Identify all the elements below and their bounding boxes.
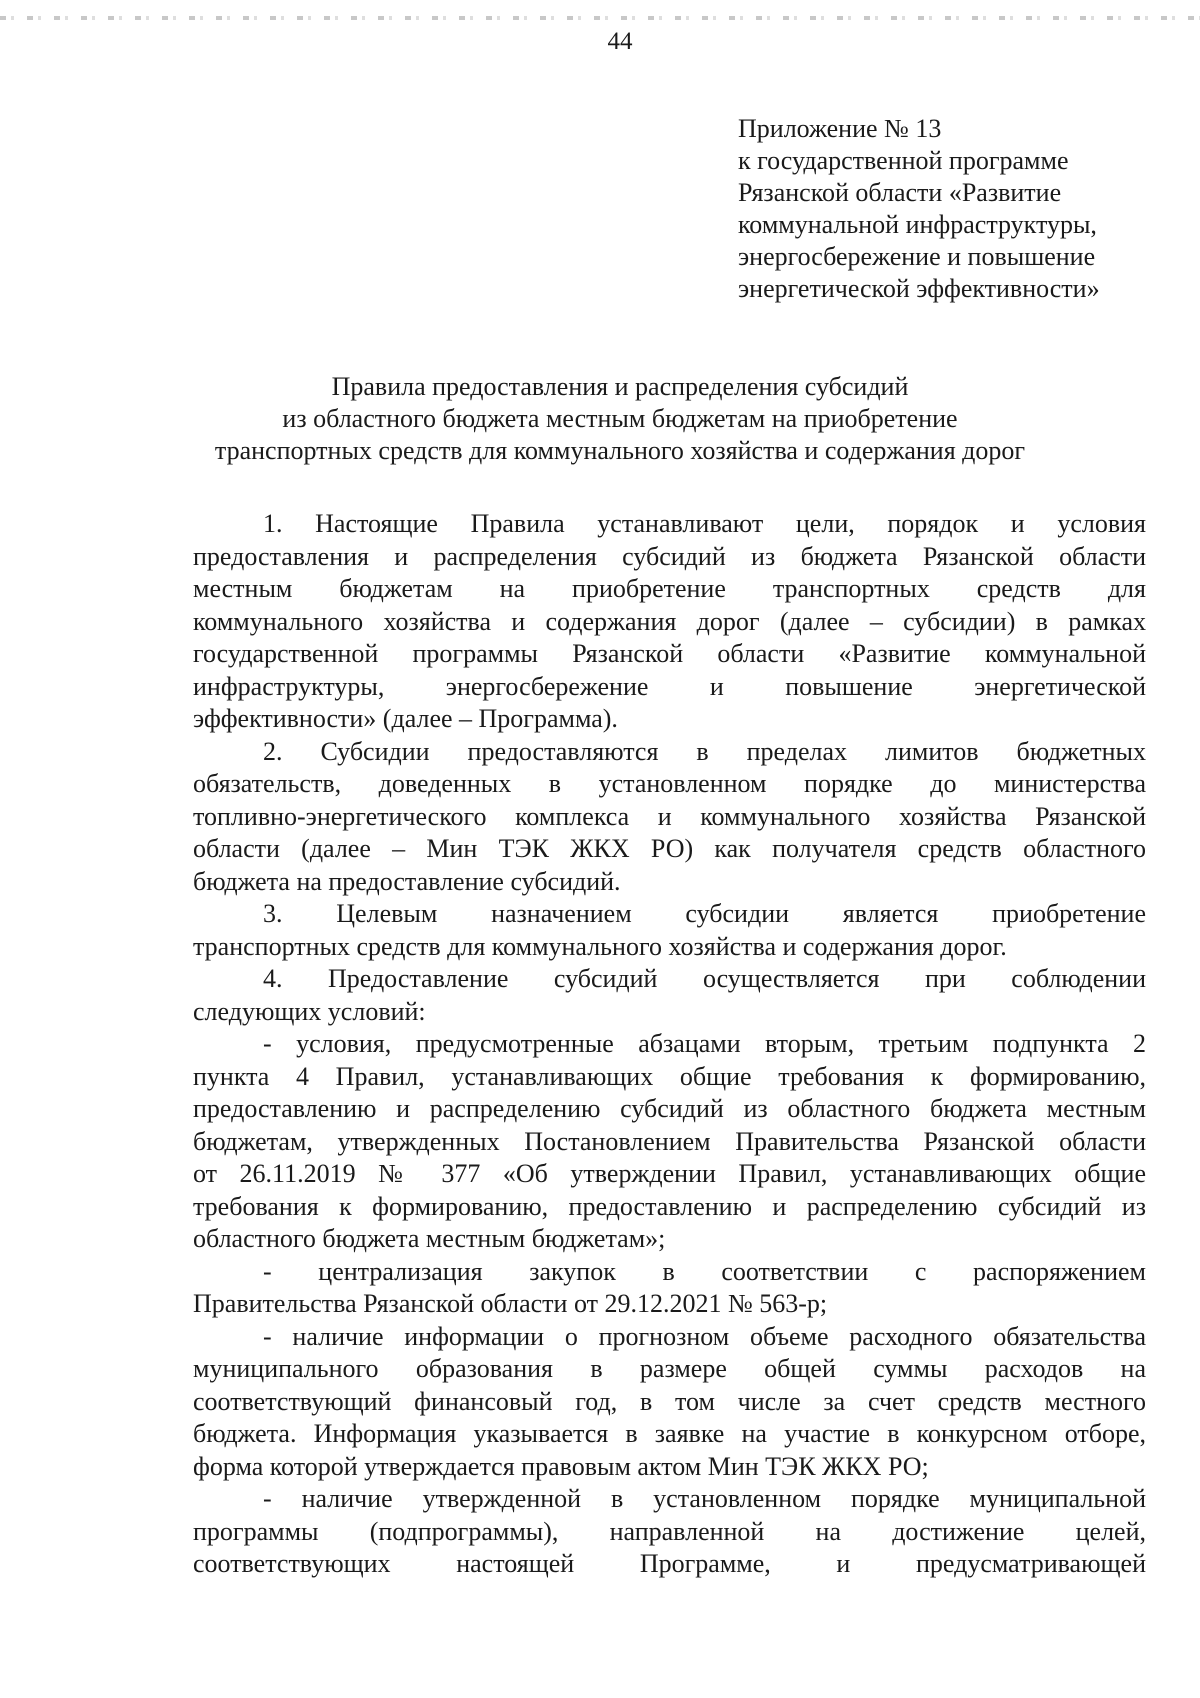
body-line: соответствующий финансовый год, в том числе за счет средств местного [193,1386,1146,1416]
body-line: - условия, предусмотренные абзацами вторым, третьим подпункта 2 [263,1029,1146,1058]
body-line: обязательств, доведенных в установленном порядке до министерства [193,769,1146,798]
body-line: соответствующих настоящей Программе, и предусматривающей [193,1549,1146,1578]
body-line: - наличие информации о прогнозном объеме расходного обязательства [263,1321,1146,1351]
body-line: предоставлению и распределению субсидий из областного бюджета местным [193,1094,1146,1123]
document-title [150,371,1090,467]
title-line: транспортных средств для коммунального хозяйства и содержания дорог [214,436,1026,465]
body-line: форма которой утверждается правовым актом Мин ТЭК ЖКХ РО; [193,1451,929,1481]
appendix-line: к государственной программе [738,146,1069,175]
body-line: инфраструктуры, энергосбережение и повышение энергетической [193,671,1146,701]
body-line: 1. Настоящие Правила устанавливают цели, порядок и условия [263,509,1146,538]
body-line: требования к формированию, предоставлению и распределению субсидий из [193,1191,1146,1221]
body-line: областного бюджета местным бюджетам»; [193,1224,666,1253]
appendix-line: коммунальной инфраструктуры, [738,210,1097,239]
page-number: 44 [607,28,633,55]
body-line: топливно-энергетического комплекса и коммунального хозяйства Рязанской [193,801,1146,831]
body-line: 4. Предоставление субсидий осуществляется при соблюдении [263,964,1146,993]
body-line: транспортных средств для коммунального хозяйства и содержания дорог. [193,931,1007,961]
body-line: местным бюджетам на приобретение транспортных средств для [193,574,1146,603]
body-line: муниципального образования в размере общей суммы расходов на [193,1354,1146,1383]
body-line: пункта 4 Правил, устанавливающих общие требования к формированию, [193,1061,1146,1091]
document-body [193,508,1146,1581]
body-line: бюджета на предоставление субсидий. [193,866,621,896]
body-line: программы (подпрограммы), направленной на достижение целей, [193,1516,1146,1546]
body-line: государственной программы Рязанской области «Развитие коммунальной [193,639,1146,668]
appendix-line: энергетической эффективности» [738,274,1100,303]
appendix-line: энергосбережение и повышение [738,242,1096,271]
body-line: от 26.11.2019 № 377 «Об утверждении Правил, устанавливающих общие [193,1159,1146,1188]
body-line: эффективности» (далее – Программа). [193,704,618,733]
body-line: бюджета. Информация указывается в заявке на участие в конкурсном отборе, [193,1419,1146,1448]
appendix-line: Приложение № 13 [738,114,942,143]
title-line: Правила предоставления и распределения субсидий [331,372,909,401]
appendix-header [738,113,1178,305]
title-line: из областного бюджета местным бюджетам на приобретение [282,404,958,433]
body-line: - наличие утвержденной в установленном порядке муниципальной [263,1484,1146,1513]
body-line: Правительства Рязанской области от 29.12.2021 № 563-р; [193,1289,828,1318]
body-line: 2. Субсидии предоставляются в пределах лимитов бюджетных [263,736,1146,766]
appendix-line: Рязанской области «Развитие [738,178,1062,207]
body-line: - централизация закупок в соответствии с распоряжением [263,1256,1146,1286]
body-line: 3. Целевым назначением субсидии является приобретение [263,899,1146,928]
body-line: предоставления и распределения субсидий из бюджета Рязанской области [193,541,1146,571]
body-line: области (далее – Мин ТЭК ЖКХ РО) как получателя средств областного [193,834,1146,863]
scan-top-edge [0,16,1200,20]
body-line: бюджетам, утвержденных Постановлением Правительства Рязанской области [193,1126,1146,1156]
body-line: коммунального хозяйства и содержания дорог (далее – субсидии) в рамках [193,606,1146,636]
body-line: следующих условий: [193,996,426,1026]
